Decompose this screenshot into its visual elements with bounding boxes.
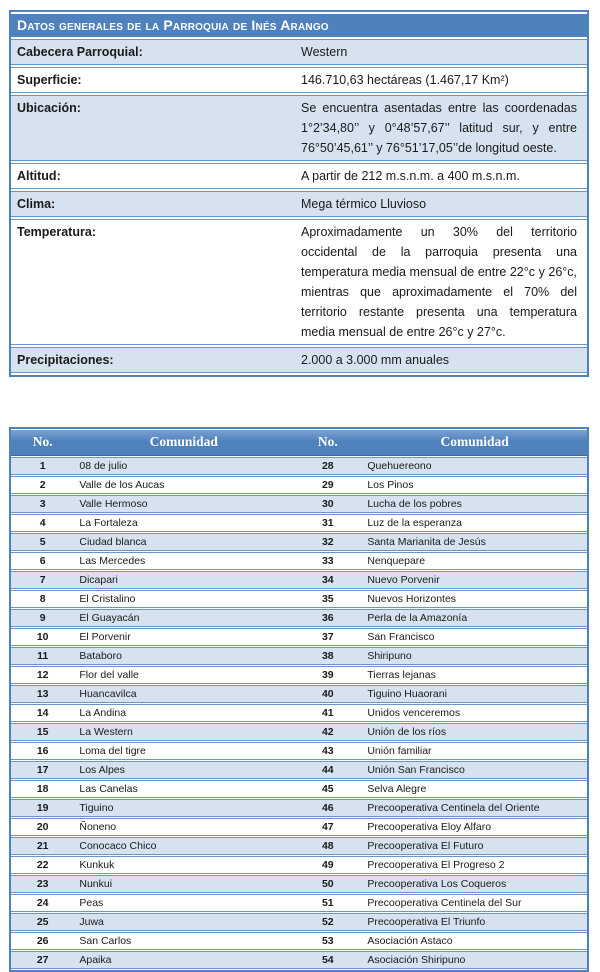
community-name-cell: Conocaco Chico xyxy=(74,837,293,855)
community-number-cell: 32 xyxy=(293,533,362,551)
community-name-cell: La Andina xyxy=(74,704,293,722)
community-name-cell: Precooperativa El Triunfo xyxy=(362,913,587,931)
community-number-cell: 29 xyxy=(293,476,362,494)
community-name-cell: Las Mercedes xyxy=(74,552,293,570)
community-name-cell: Unidos venceremos xyxy=(362,704,587,722)
community-number-cell: 20 xyxy=(11,818,74,836)
info-value-superficie: 146.710,63 hectáreas (1.467,17 Km²) xyxy=(299,67,587,93)
info-value-ubicacion: Se encuentra asentadas entre las coordenadas 1°2’34,80’’ y 0°48’57,67’’ latitud sur, y entre 76°50’45,61’’ y 76°51’17,05’’de longitud oeste. xyxy=(299,95,587,161)
community-name-cell: Ciudad blanca xyxy=(74,533,293,551)
community-number-cell: 54 xyxy=(293,951,362,969)
community-row xyxy=(11,628,587,646)
community-row xyxy=(11,457,587,475)
general-data-title-row xyxy=(11,14,587,37)
community-number-cell: 2 xyxy=(11,476,74,494)
community-number-cell: 49 xyxy=(293,856,362,874)
community-number-cell: 5 xyxy=(11,533,74,551)
communities-header-row xyxy=(11,430,587,456)
community-name-cell: El Porvenir xyxy=(74,628,293,646)
community-number-cell: 48 xyxy=(293,837,362,855)
community-name-cell: Nunkui xyxy=(74,875,293,893)
community-name-cell: Dicapari xyxy=(74,571,293,589)
community-name-cell: Shiripuno xyxy=(362,647,587,665)
community-name-cell: Luz de la esperanza xyxy=(362,514,587,532)
info-label-cabecera: Cabecera Parroquial: xyxy=(11,39,299,65)
info-label-superficie: Superficie: xyxy=(11,67,299,93)
community-row xyxy=(11,533,587,551)
community-row xyxy=(11,552,587,570)
community-number-cell: 11 xyxy=(11,647,74,665)
community-name-cell: Unión de los ríos xyxy=(362,723,587,741)
community-row xyxy=(11,780,587,798)
community-name-cell: Precooperativa Centinela del Oriente xyxy=(362,799,587,817)
community-number-cell: 52 xyxy=(293,913,362,931)
community-number-cell: 45 xyxy=(293,780,362,798)
community-row xyxy=(11,818,587,836)
community-row xyxy=(11,704,587,722)
community-name-cell: Los Pinos xyxy=(362,476,587,494)
community-row xyxy=(11,932,587,950)
info-label-clima: Clima: xyxy=(11,191,299,217)
community-number-cell: 8 xyxy=(11,590,74,608)
community-name-cell: Unión familiar xyxy=(362,742,587,760)
community-number-cell: 33 xyxy=(293,552,362,570)
community-name-cell: Flor del valle xyxy=(74,666,293,684)
community-row xyxy=(11,894,587,912)
community-name-cell: Nenquepare xyxy=(362,552,587,570)
community-row xyxy=(11,571,587,589)
community-number-cell: 34 xyxy=(293,571,362,589)
community-row xyxy=(11,590,587,608)
community-number-cell: 6 xyxy=(11,552,74,570)
community-row xyxy=(11,476,587,494)
info-label-temperatura: Temperatura: xyxy=(11,219,299,345)
community-row xyxy=(11,514,587,532)
community-name-cell: 08 de julio xyxy=(74,457,293,475)
communities-table xyxy=(9,427,589,972)
info-label-precipitaciones: Precipitaciones: xyxy=(11,347,299,373)
community-row xyxy=(11,875,587,893)
community-name-cell: Apaika xyxy=(74,951,293,969)
community-row xyxy=(11,647,587,665)
community-name-cell: San Carlos xyxy=(74,932,293,950)
community-name-cell: Los Alpes xyxy=(74,761,293,779)
communities-header-no-left: No. xyxy=(11,430,74,456)
info-row-cabecera xyxy=(11,39,587,65)
community-name-cell: Precooperativa Eloy Alfaro xyxy=(362,818,587,836)
info-value-precipitaciones: 2.000 a 3.000 mm anuales xyxy=(299,347,587,373)
community-row xyxy=(11,666,587,684)
community-name-cell: Juwa xyxy=(74,913,293,931)
community-number-cell: 42 xyxy=(293,723,362,741)
community-name-cell: La Fortaleza xyxy=(74,514,293,532)
community-row xyxy=(11,742,587,760)
community-name-cell: Lucha de los pobres xyxy=(362,495,587,513)
communities-tbody xyxy=(11,457,587,969)
general-data-title: Datos generales de la Parroquia de Inés Arango xyxy=(11,14,587,37)
community-number-cell: 53 xyxy=(293,932,362,950)
community-name-cell: Quehuereono xyxy=(362,457,587,475)
community-number-cell: 9 xyxy=(11,609,74,627)
community-number-cell: 10 xyxy=(11,628,74,646)
community-number-cell: 35 xyxy=(293,590,362,608)
community-row xyxy=(11,856,587,874)
community-name-cell: El Cristalino xyxy=(74,590,293,608)
community-name-cell: Tierras lejanas xyxy=(362,666,587,684)
info-row-precipitaciones xyxy=(11,347,587,373)
community-row xyxy=(11,723,587,741)
community-name-cell: San Francisco xyxy=(362,628,587,646)
community-name-cell: Valle de los Aucas xyxy=(74,476,293,494)
community-name-cell: Selva Alegre xyxy=(362,780,587,798)
community-number-cell: 37 xyxy=(293,628,362,646)
community-name-cell: Asociación Astaco xyxy=(362,932,587,950)
community-number-cell: 23 xyxy=(11,875,74,893)
community-number-cell: 19 xyxy=(11,799,74,817)
info-value-clima: Mega térmico Lluvioso xyxy=(299,191,587,217)
community-number-cell: 26 xyxy=(11,932,74,950)
community-name-cell: Peas xyxy=(74,894,293,912)
community-number-cell: 15 xyxy=(11,723,74,741)
community-name-cell: Ñoneno xyxy=(74,818,293,836)
community-name-cell: Precooperativa El Progreso 2 xyxy=(362,856,587,874)
community-name-cell: Perla de la Amazonía xyxy=(362,609,587,627)
community-number-cell: 13 xyxy=(11,685,74,703)
community-number-cell: 39 xyxy=(293,666,362,684)
community-number-cell: 17 xyxy=(11,761,74,779)
community-number-cell: 46 xyxy=(293,799,362,817)
community-number-cell: 18 xyxy=(11,780,74,798)
community-row xyxy=(11,609,587,627)
info-row-superficie xyxy=(11,67,587,93)
info-row-ubicacion xyxy=(11,95,587,161)
community-number-cell: 16 xyxy=(11,742,74,760)
community-number-cell: 31 xyxy=(293,514,362,532)
info-value-cabecera: Western xyxy=(299,39,587,65)
community-number-cell: 21 xyxy=(11,837,74,855)
communities-header-name-left: Comunidad xyxy=(74,430,293,456)
community-name-cell: Nuevos Horizontes xyxy=(362,590,587,608)
community-number-cell: 25 xyxy=(11,913,74,931)
community-number-cell: 14 xyxy=(11,704,74,722)
community-name-cell: Tiguino xyxy=(74,799,293,817)
community-name-cell: Las Canelas xyxy=(74,780,293,798)
community-name-cell: El Guayacán xyxy=(74,609,293,627)
community-row xyxy=(11,951,587,969)
community-name-cell: Unión San Francisco xyxy=(362,761,587,779)
community-row xyxy=(11,837,587,855)
community-number-cell: 24 xyxy=(11,894,74,912)
community-name-cell: Kunkuk xyxy=(74,856,293,874)
community-number-cell: 36 xyxy=(293,609,362,627)
community-name-cell: Nuevo Porvenir xyxy=(362,571,587,589)
community-number-cell: 50 xyxy=(293,875,362,893)
community-number-cell: 38 xyxy=(293,647,362,665)
community-number-cell: 1 xyxy=(11,457,74,475)
community-name-cell: Tiguino Huaorani xyxy=(362,685,587,703)
communities-header-no-right: No. xyxy=(293,430,362,456)
community-number-cell: 40 xyxy=(293,685,362,703)
community-number-cell: 43 xyxy=(293,742,362,760)
community-row xyxy=(11,799,587,817)
community-number-cell: 47 xyxy=(293,818,362,836)
community-number-cell: 30 xyxy=(293,495,362,513)
communities-header-name-right: Comunidad xyxy=(362,430,587,456)
info-label-ubicacion: Ubicación: xyxy=(11,95,299,161)
community-name-cell: Bataboro xyxy=(74,647,293,665)
info-row-clima xyxy=(11,191,587,217)
community-row xyxy=(11,685,587,703)
community-number-cell: 28 xyxy=(293,457,362,475)
community-number-cell: 27 xyxy=(11,951,74,969)
community-number-cell: 51 xyxy=(293,894,362,912)
community-name-cell: La Western xyxy=(74,723,293,741)
community-row xyxy=(11,495,587,513)
info-value-temperatura: Aproximadamente un 30% del territorio occidental de la parroquia presenta una temperatura media mensual de entre 22°c y 26°c, mientras que aproximadamente el 70% del territorio restante presenta una temperatura media mensual de entre 26°c y 27°c. xyxy=(299,219,587,345)
community-name-cell: Valle Hermoso xyxy=(74,495,293,513)
community-name-cell: Precooperativa Centinela del Sur xyxy=(362,894,587,912)
community-number-cell: 4 xyxy=(11,514,74,532)
community-number-cell: 41 xyxy=(293,704,362,722)
info-value-altitud: A partir de 212 m.s.n.m. a 400 m.s.n.m. xyxy=(299,163,587,189)
community-row xyxy=(11,913,587,931)
community-name-cell: Precooperativa El Futuro xyxy=(362,837,587,855)
community-number-cell: 12 xyxy=(11,666,74,684)
community-number-cell: 7 xyxy=(11,571,74,589)
community-name-cell: Santa Marianita de Jesús xyxy=(362,533,587,551)
community-name-cell: Loma del tigre xyxy=(74,742,293,760)
general-data-table xyxy=(9,10,589,377)
info-label-altitud: Altitud: xyxy=(11,163,299,189)
community-number-cell: 22 xyxy=(11,856,74,874)
community-name-cell: Precooperativa Los Coqueros xyxy=(362,875,587,893)
info-row-altitud xyxy=(11,163,587,189)
community-name-cell: Asociación Shiripuno xyxy=(362,951,587,969)
community-row xyxy=(11,761,587,779)
info-row-temperatura xyxy=(11,219,587,345)
community-number-cell: 44 xyxy=(293,761,362,779)
community-name-cell: Huancavilca xyxy=(74,685,293,703)
community-number-cell: 3 xyxy=(11,495,74,513)
